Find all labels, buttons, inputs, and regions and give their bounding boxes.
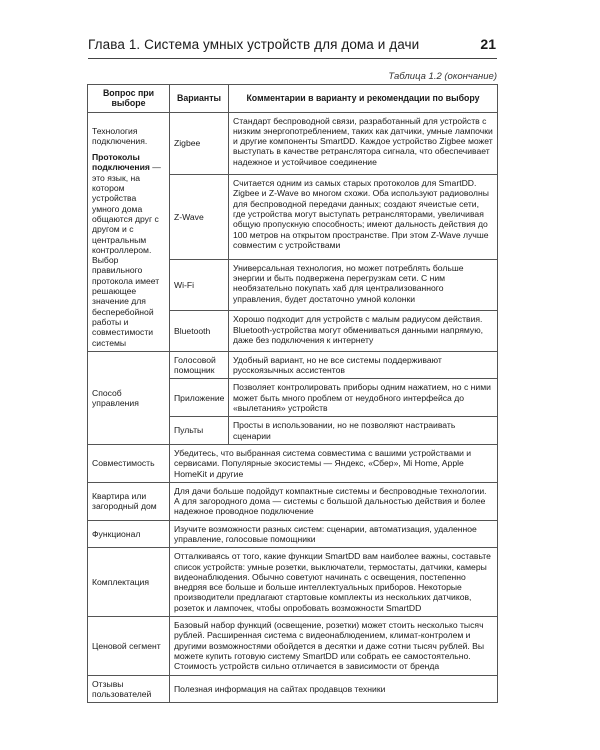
comment-cell: Полезная информация на сайтах продавцов техники	[170, 675, 498, 703]
question-control: Способ управления	[88, 351, 170, 444]
question-cell: Отзывы пользователей	[88, 675, 170, 703]
question-cell: Совместимость	[88, 444, 170, 482]
protocol-term: Протоколы подключения	[92, 152, 150, 173]
variant-cell: Bluetooth	[170, 311, 229, 352]
comment-cell: Считается одним из самых старых протоколов для SmartDD. Zigbee и Z-Wave во многом схожи. Оба используют радиоволны для беспроводной передачи данных; создают ячеистые сети, где устройства могут выступать ретрансляторами, увеличивая общую пропускную способность; имеют дальность действия до 100 метров на открытом пространстве. При этом Z-Wave лучше совместим с устройствами	[229, 175, 498, 260]
comment-cell: Позволяет контролировать приборы одним нажатием, но с ними может быть много проблем от неудобного интерфейса до «вылетания» устройств	[229, 379, 498, 417]
comment-cell: Для дачи больше подойдут компактные системы и беспроводные технологии. А для загородного дома — системы с большой дальностью действия и более надежное проводное подключение	[170, 482, 498, 520]
comment-cell: Удобный вариант, но не все системы поддерживают русскоязычных ассистентов	[229, 351, 498, 379]
comparison-table	[87, 84, 498, 703]
comment-cell: Стандарт беспроводной связи, разработанный для устройств с низким энергопотреблением, таких как датчики, умные лампочки и другие компоненты SmartDD. Каждое устройство Zigbee может выступать в качестве ретранслятора сигнала, что обеспечивает надежное и устойчивое соединение	[229, 112, 498, 175]
question-protocol-intro: Технология подключения.	[92, 125, 148, 146]
variant-cell: Z-Wave	[170, 175, 229, 260]
table-row	[88, 444, 498, 482]
variant-cell: Zigbee	[170, 112, 229, 175]
comment-cell: Убедитесь, что выбранная система совместима с вашими устройствами и сервисами. Популярные экосистемы — Яндекс, «Сбер», Mi Home, Apple HomeKit и другие	[170, 444, 498, 482]
variant-cell: Приложение	[170, 379, 229, 417]
column-header-variants: Варианты	[170, 85, 229, 113]
column-header-comments: Комментарии в варианту и рекомендации по выбору	[229, 85, 498, 113]
variant-cell: Пульты	[170, 417, 229, 445]
variant-cell: Wi-Fi	[170, 259, 229, 311]
table-caption: Таблица 1.2 (окончание)	[388, 71, 497, 82]
comment-cell: Изучите возможности разных систем: сценарии, автоматизация, удаленное управление, голосовые помощники	[170, 520, 498, 548]
protocol-definition-text: — это язык, на котором устройства умного дома общаются друг с другом и с центральным контроллером. Выбор правильного протокола имеет решающее значение для бесперебойной работы и совместимости системы	[92, 162, 161, 348]
variant-cell: Голосовой помощник	[170, 351, 229, 379]
table-row	[88, 675, 498, 703]
table-header-row	[88, 85, 498, 113]
question-cell: Комплектация	[88, 548, 170, 617]
comment-cell: Просты в использовании, но не позволяют настраивать сценарии	[229, 417, 498, 445]
question-protocol-definition	[92, 152, 165, 348]
comment-cell: Хорошо подходит для устройств с малым радиусом действия. Bluetooth-устройства могут обмениваться данными напрямую, даже без подключения к интернету	[229, 311, 498, 352]
table-row	[88, 482, 498, 520]
question-cell: Функционал	[88, 520, 170, 548]
table-row	[88, 548, 498, 617]
comment-cell: Базовый набор функций (освещение, розетки) может стоить несколько тысяч рублей. Расширенная система с видеонаблюдением, климат-контролем и другими возможностями обойдется в десятки и даже сотни тысяч рублей. Вы можете купить готовую систему SmartDD или собрать ее самостоятельно. Стоимость устройств сильно отличается в зависимости от бренда	[170, 617, 498, 675]
table-row	[88, 617, 498, 675]
question-cell: Квартира или загородный дом	[88, 482, 170, 520]
chapter-title: Глава 1. Система умных устройств для дома и дачи	[88, 37, 420, 52]
page-header	[88, 37, 496, 57]
column-header-question: Вопрос при выборе	[88, 85, 170, 113]
question-protocol	[88, 112, 170, 351]
comment-cell: Отталкиваясь от того, какие функции SmartDD вам наиболее важны, составьте список устройств: умные розетки, выключатели, термостаты, датчики, камеры видеонаблюдения. Обычно советуют начинать с освещения, постепенно внедряя все больше и больше интеллектуальных приборов. Некоторые производители предлагают стартовые комплекты из нескольких датчиков, розеток и лампочек, чтобы опробовать возможности SmartDD	[170, 548, 498, 617]
table-row	[88, 520, 498, 548]
question-cell: Ценовой сегмент	[88, 617, 170, 675]
table-row	[88, 112, 498, 175]
table-row	[88, 351, 498, 379]
comment-cell: Универсальная технология, но может потреблять больше энергии и быть подвержена перегрузкам сети. С ним необязательно покупать хаб для централизованного управления, будет достаточно умной колонки	[229, 259, 498, 311]
page-number: 21	[480, 36, 496, 52]
header-rule	[88, 58, 497, 59]
